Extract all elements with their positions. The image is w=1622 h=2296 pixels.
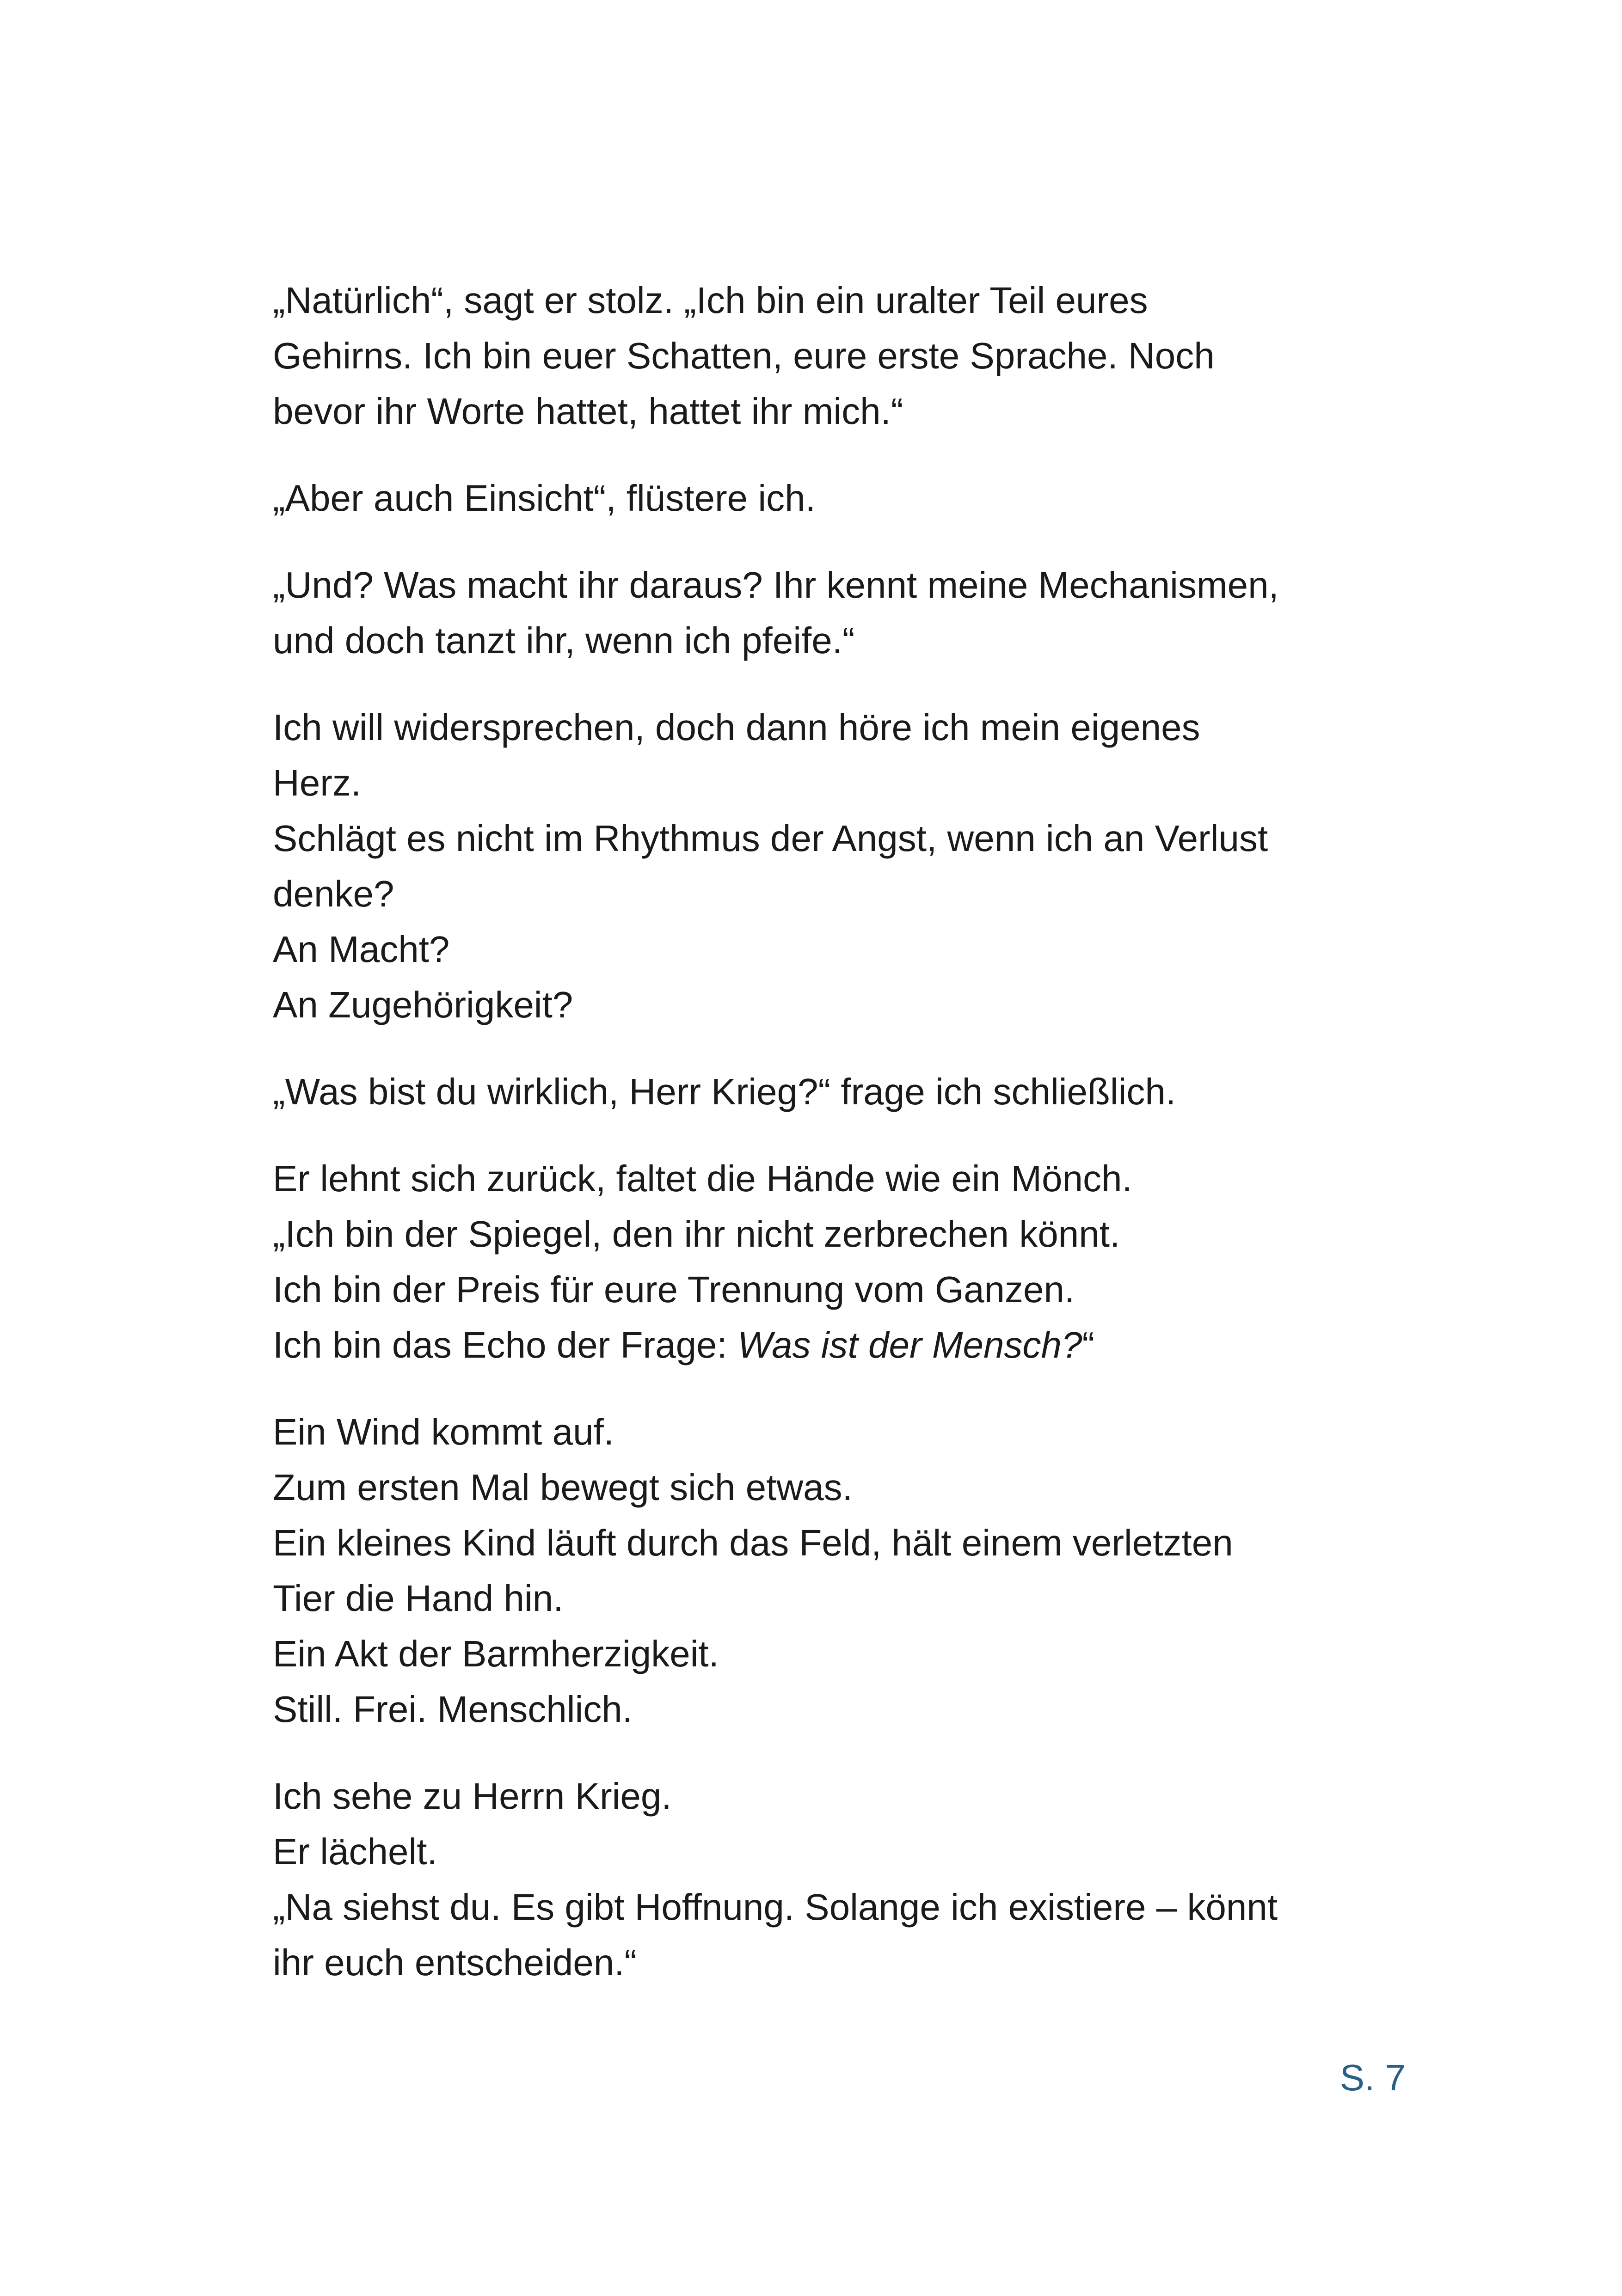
page-number: S. 7 [1339, 2057, 1406, 2098]
paragraph [273, 1151, 1410, 1373]
text-line: Ich bin der Preis für eure Trennung vom Ganzen. [273, 1269, 1075, 1310]
text-line: „Was bist du wirklich, Herr Krieg?“ frage ich schließlich. [273, 1071, 1176, 1112]
paragraph [273, 700, 1410, 1033]
text-line: Ich will widersprechen, doch dann höre ich mein eigenes [273, 707, 1200, 748]
text-line: An Macht? [273, 929, 450, 970]
paragraph [273, 1064, 1410, 1120]
paragraph [273, 273, 1410, 439]
text-line: Er lächelt. [273, 1831, 437, 1872]
text-line: Zum ersten Mal bewegt sich etwas. [273, 1467, 853, 1508]
text-line: denke? [273, 873, 394, 914]
text-line: Tier die Hand hin. [273, 1578, 564, 1619]
text-segment: Ich bin das Echo der Frage: [273, 1324, 737, 1365]
text-segment: “ [1082, 1324, 1095, 1365]
italic-emphasis: Was ist der Mensch? [737, 1324, 1082, 1365]
text-line: Ein Wind kommt auf. [273, 1411, 614, 1452]
text-line: Schlägt es nicht im Rhythmus der Angst, wenn ich an Verlust [273, 818, 1268, 859]
text-line: Gehirns. Ich bin euer Schatten, eure erste Sprache. Noch [273, 335, 1215, 376]
text-line: Herz. [273, 762, 362, 803]
body-text [273, 273, 1410, 2022]
paragraph [273, 1404, 1410, 1737]
text-line: „Aber auch Einsicht“, flüstere ich. [273, 478, 816, 519]
text-line: Still. Frei. Menschlich. [273, 1689, 633, 1730]
text-line: Ein Akt der Barmherzigkeit. [273, 1633, 719, 1674]
text-line: Ich sehe zu Herrn Krieg. [273, 1776, 672, 1817]
text-line: „Natürlich“, sagt er stolz. „Ich bin ein uralter Teil eures [273, 280, 1148, 321]
text-line: ihr euch entscheiden.“ [273, 1942, 637, 1983]
paragraph [273, 1769, 1410, 1990]
paragraph [273, 557, 1410, 668]
text-line: An Zugehörigkeit? [273, 984, 573, 1025]
text-line-with-emphasis [273, 1317, 1410, 1373]
text-line: „Ich bin der Spiegel, den ihr nicht zerbrechen könnt. [273, 1213, 1120, 1255]
text-line: „Na siehst du. Es gibt Hoffnung. Solange ich existiere – könnt [273, 1886, 1278, 1928]
text-line: und doch tanzt ihr, wenn ich pfeife.“ [273, 620, 855, 661]
text-line: „Und? Was macht ihr daraus? Ihr kennt meine Mechanismen, [273, 564, 1279, 606]
text-line: bevor ihr Worte hattet, hattet ihr mich.“ [273, 391, 903, 432]
text-line: Er lehnt sich zurück, faltet die Hände wie ein Mönch. [273, 1158, 1132, 1199]
paragraph [273, 471, 1410, 526]
text-line: Ein kleines Kind läuft durch das Feld, hält einem verletzten [273, 1522, 1233, 1563]
